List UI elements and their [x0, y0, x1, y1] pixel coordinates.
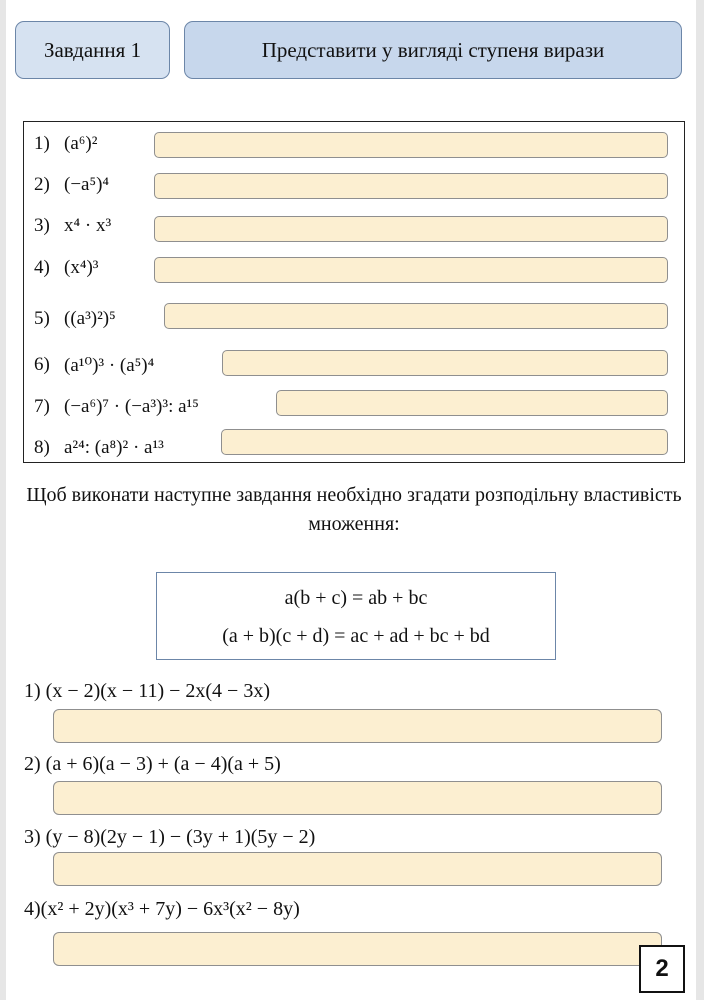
exercise-row — [34, 392, 199, 422]
answer-field[interactable] — [222, 350, 668, 376]
exercise-row — [34, 253, 98, 283]
exercise-expression: (−a⁶)⁷ · (−a³)³: a¹⁵ — [64, 396, 199, 417]
task-expression: 2) (a + 6)(a − 3) + (a − 4)(a + 5) — [24, 753, 281, 775]
instruction-note: Щоб виконати наступне завдання необхідно згадати розподільну властивість множення: — [26, 484, 682, 535]
exercise-expression: (a¹⁰)³ · (a⁵)⁴ — [64, 354, 155, 376]
distributive-rule-box — [156, 572, 556, 660]
exercise-row — [34, 304, 116, 334]
task-label: Завдання 1 — [15, 21, 170, 79]
rule-line: a(b + c) = ab + bc — [284, 587, 428, 609]
exercise-expression: (a⁶)² — [64, 133, 98, 154]
answer-field[interactable] — [276, 390, 668, 416]
exercise-row — [34, 433, 164, 463]
task-answer-field[interactable] — [53, 781, 662, 815]
rule-line: (a + b)(c + d) = ac + ad + bc + bd — [222, 625, 490, 647]
answer-field[interactable] — [154, 132, 668, 158]
task-expression: 4)(x² + 2y)(x³ + 7y) − 6x³(x² − 8y) — [24, 898, 300, 920]
exercise-row — [34, 170, 109, 200]
exercise-expression: ((a³)²)⁵ — [64, 308, 116, 329]
exercise-number: 6) — [34, 354, 50, 375]
exercise-number: 7) — [34, 396, 50, 417]
task-expression: 3) (y − 8)(2y − 1) − (3y + 1)(5y − 2) — [24, 826, 316, 848]
exercise-number: 2) — [34, 174, 50, 195]
page-number: 2 — [639, 945, 685, 993]
exercise-expression: x⁴ · x³ — [64, 215, 112, 236]
answer-field[interactable] — [154, 173, 668, 199]
exercise-number: 8) — [34, 437, 50, 458]
exercise-number: 5) — [34, 308, 50, 329]
exercise-expression: a²⁴: (a⁸)² · a¹³ — [64, 437, 164, 458]
exercise-frame — [23, 121, 685, 463]
worksheet-page — [6, 0, 696, 1000]
exercise-expression: (x⁴)³ — [64, 257, 99, 278]
task-expression: 1) (x − 2)(x − 11) − 2x(4 − 3x) — [24, 680, 270, 702]
exercise-row — [34, 350, 154, 380]
answer-field[interactable] — [164, 303, 668, 329]
answer-field[interactable] — [221, 429, 668, 455]
answer-field[interactable] — [154, 257, 668, 283]
exercise-number: 1) — [34, 133, 50, 154]
exercise-row — [34, 129, 97, 159]
task-answer-field[interactable] — [53, 852, 662, 886]
exercise-number: 3) — [34, 215, 50, 236]
exercise-row — [34, 211, 111, 241]
task-title: Представити у вигляді ступеня вирази — [184, 21, 682, 79]
exercise-expression: (−a⁵)⁴ — [64, 174, 110, 195]
answer-field[interactable] — [154, 216, 668, 242]
task-answer-field[interactable] — [53, 709, 662, 743]
task-answer-field[interactable] — [53, 932, 662, 966]
exercise-number: 4) — [34, 257, 50, 278]
